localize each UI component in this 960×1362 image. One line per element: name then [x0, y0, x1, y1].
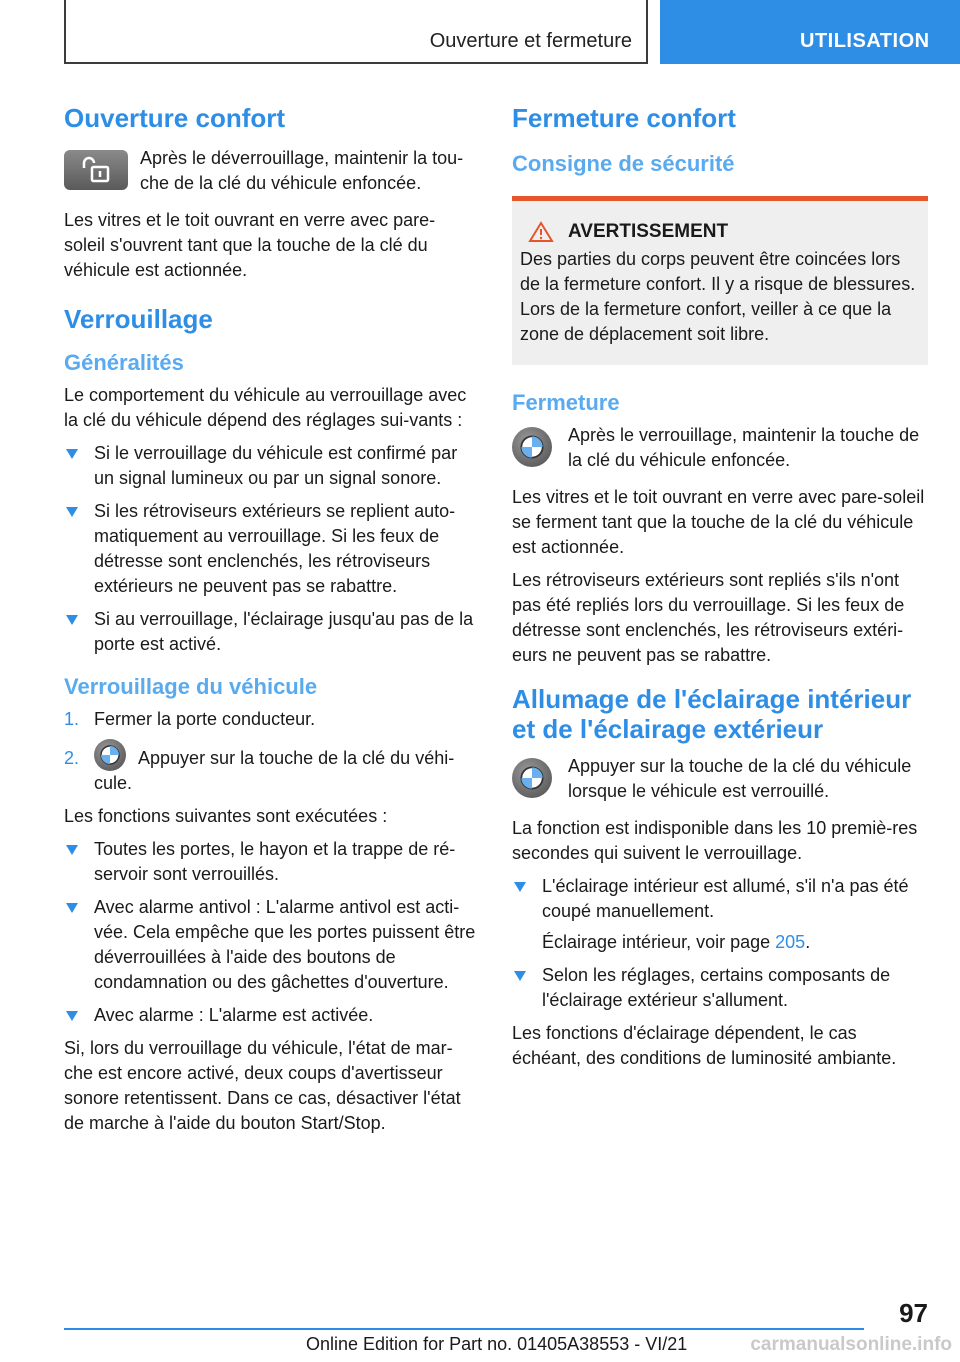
bmw-key-button-icon	[512, 427, 552, 467]
bmw-key-button-icon	[512, 758, 552, 798]
allumage-final-paragraph: Les fonctions d'éclairage dépendent, le cas échéant, des conditions de luminosité ambiante.	[512, 1023, 897, 1068]
step-number: 2.	[64, 748, 80, 768]
list-item: Si au verrouillage, l'éclairage jusqu'au pas de la porte est activé.	[64, 607, 476, 657]
step-item: 2. Appuyer sur la touche de la clé du véhi-cule.	[64, 746, 476, 796]
triangle-bullet-icon	[66, 615, 78, 625]
warning-triangle-icon	[528, 221, 554, 243]
list-item: Selon les réglages, certains composants de l'éclairage extérieur s'allument.	[512, 963, 928, 1013]
heading-verrouillage-vehicule: Verrouillage du véhicule	[64, 674, 318, 699]
footer-edition: Online Edition for Part no. 01405A38553 - VI/21	[306, 1334, 688, 1354]
heading-allumage: Allumage de l'éclairage intérieur et de l'éclairage extérieur	[512, 684, 912, 744]
step-number: 1.	[64, 709, 80, 729]
unlock-key-icon	[64, 150, 128, 190]
allumage-list	[512, 874, 928, 1013]
fermeture-paragraph-1: Les vitres et le toit ouvrant en verre avec pare-soleil se ferment tant que la touche de la clé du véhicule est actionnée.	[512, 487, 925, 557]
ouverture-paragraph: Les vitres et le toit ouvrant en verre avec pare-soleil s'ouvrent tant que la touche de la clé du véhicule est actionnée.	[64, 210, 436, 280]
warning-title: AVERTISSEMENT	[568, 221, 729, 242]
list-item: Si le verrouillage du véhicule est confirmé par un signal lumineux ou par un signal sonore.	[64, 441, 476, 491]
generalites-list	[64, 441, 476, 657]
triangle-bullet-icon	[66, 1011, 78, 1021]
header-chapter-label: UTILISATION	[800, 30, 930, 52]
generalites-paragraph: Le comportement du véhicule au verrouillage avec la clé du véhicule dépend des réglages sui-vants :	[64, 385, 467, 430]
fermeture-paragraph-2: Les rétroviseurs extérieurs sont repliés s'ils n'ont pas été repliés lors du verrouillage. Si les feux de détresse sont enclenchés, les rétroviseurs extéri-eurs ne peuvent pas se rabattre.	[512, 570, 905, 665]
verrouillage-steps	[64, 707, 476, 796]
page-number: 97	[899, 1298, 928, 1328]
ouverture-icon-row	[64, 146, 476, 196]
fermeture-icon-text: Après le verrouillage, maintenir la touche de la clé du véhicule enfoncée.	[568, 425, 920, 470]
allumage-icon-row	[512, 754, 928, 804]
page-link[interactable]: 205	[775, 932, 806, 952]
warning-box	[512, 196, 928, 365]
triangle-bullet-icon	[66, 507, 78, 517]
list-item: Avec alarme antivol : L'alarme antivol est acti-vée. Cela empêche que les portes puissent être déverrouillées à l'aide des boutons de condamnation ou des gâchettes d'ouverture.	[64, 895, 476, 995]
list-item: L'éclairage intérieur est allumé, s'il n'a pas été coupé manuellement. Éclairage intérieur, voir page 205.	[512, 874, 928, 955]
header-section-title: Ouverture et fermeture	[429, 30, 632, 52]
heading-fermeture: Fermeture	[512, 390, 620, 415]
header-section-box	[64, 0, 648, 64]
triangle-bullet-icon	[514, 882, 526, 892]
list-item: Toutes les portes, le hayon et la trappe de ré-servoir sont verrouillés.	[64, 837, 476, 887]
warning-header	[528, 221, 918, 243]
heading-generalites: Généralités	[64, 350, 184, 375]
right-column	[512, 100, 928, 1079]
list-item: Avec alarme : L'alarme est activée.	[64, 1003, 476, 1028]
fonctions-list	[64, 837, 476, 1028]
triangle-bullet-icon	[66, 903, 78, 913]
watermark: carmanualsonline.info	[750, 1334, 952, 1355]
final-paragraph: Si, lors du verrouillage du véhicule, l'état de mar-che est encore activé, deux coups d'avertisseur sonore retentissent. Dans ce cas, désactiver l'état de marche à l'aide du bouton Start/Stop.	[64, 1038, 461, 1134]
heading-verrouillage: Verrouillage	[64, 304, 213, 334]
ouverture-icon-text: Après le déverrouillage, maintenir la tou-che de la clé du véhicule enfoncée.	[140, 148, 464, 193]
allumage-paragraph: La fonction est indisponible dans les 10 premiè-res secondes qui suivent le verrouillage.	[512, 818, 918, 863]
footer-divider	[64, 1328, 864, 1330]
fonctions-paragraph: Les fonctions suivantes sont exécutées :	[64, 806, 388, 827]
heading-ouverture-confort: Ouverture confort	[64, 103, 286, 133]
page-reference: Éclairage intérieur, voir page 205.	[542, 932, 811, 952]
triangle-bullet-icon	[66, 449, 78, 459]
fermeture-icon-row	[512, 423, 928, 473]
warning-text: Des parties du corps peuvent être coincées lors de la fermeture confort. Il y a risque de blessures. Lors de la fermeture confort, veiller à ce que la zone de déplacement soit libre.	[520, 249, 916, 344]
left-column	[64, 100, 476, 1144]
step-item: 1. Fermer la porte conducteur.	[64, 707, 476, 732]
heading-fermeture-confort: Fermeture confort	[512, 103, 736, 133]
triangle-bullet-icon	[514, 971, 526, 981]
allumage-icon-text: Appuyer sur la touche de la clé du véhicule lorsque le véhicule est verrouillé.	[568, 756, 912, 801]
header-chapter-tab	[660, 0, 960, 64]
bmw-key-button-icon	[94, 739, 126, 771]
triangle-bullet-icon	[66, 845, 78, 855]
list-item: Si les rétroviseurs extérieurs se replient auto-matiquement au verrouillage. Si les feux de détresse sont enclenchés, les rétroviseurs extérieurs ne peuvent pas se rabattre.	[64, 499, 476, 599]
heading-consigne-securite: Consigne de sécurité	[512, 151, 735, 176]
